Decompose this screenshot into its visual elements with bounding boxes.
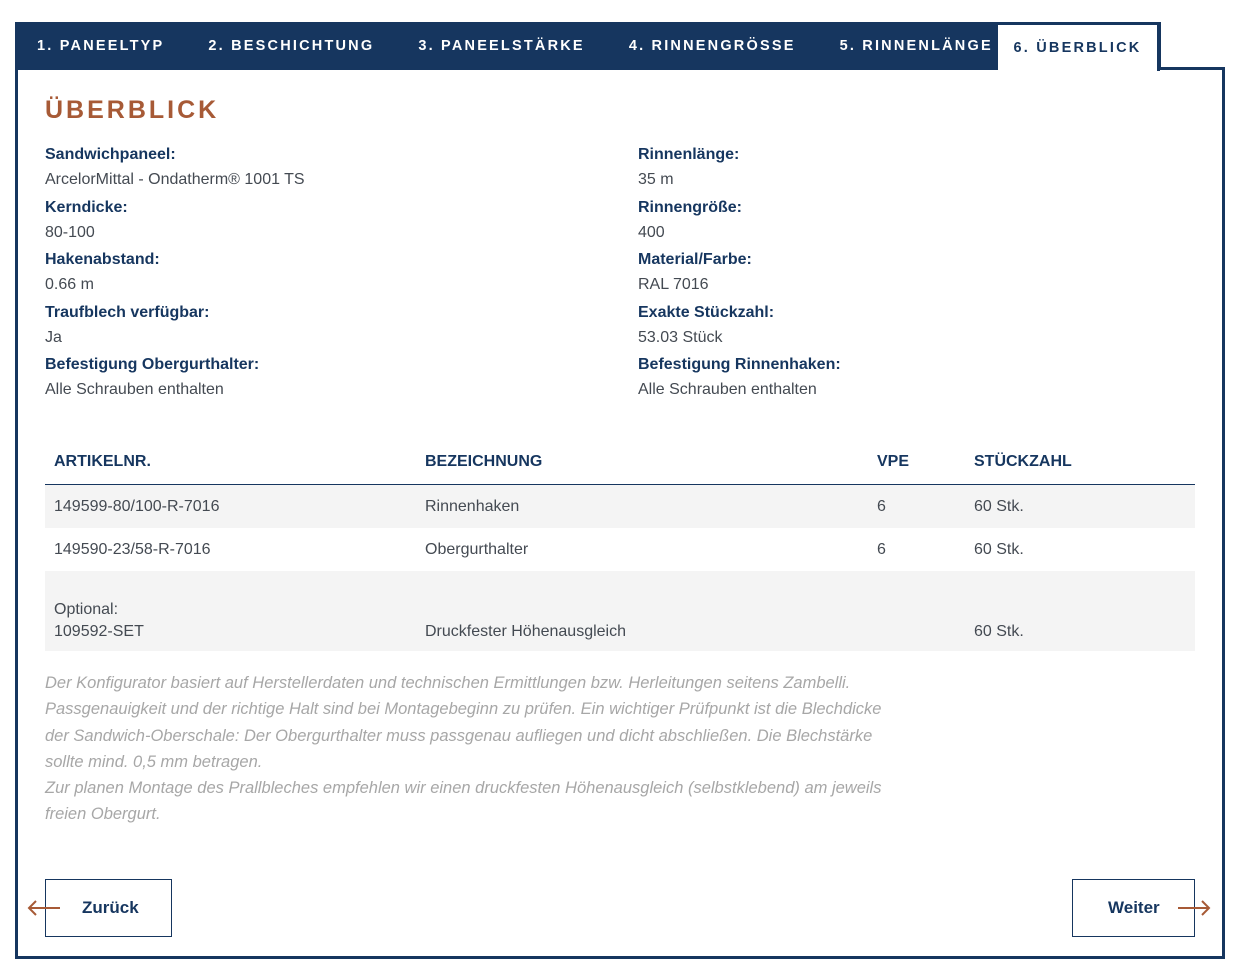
tab-rinnenlaenge[interactable]: 5. RINNENLÄNGE xyxy=(839,38,993,54)
field-label: Sandwichpaneel: xyxy=(45,146,176,163)
field-label: Befestigung Rinnenhaken: xyxy=(638,356,841,373)
table-row xyxy=(45,528,1195,571)
arrow-left-icon xyxy=(26,898,62,918)
frame-border-bottom xyxy=(15,956,1225,959)
cell-vpe: 6 xyxy=(868,485,965,529)
tab-ueberblick[interactable]: 6. ÜBERBLICK xyxy=(998,22,1160,71)
next-button-label: Weiter xyxy=(1108,898,1160,917)
field-label: Exakte Stückzahl: xyxy=(638,303,775,321)
frame-border-top-right xyxy=(1157,67,1225,70)
disclaimer-line: Zur planen Montage des Prallbleches empfehlen wir einen druckfesten Höhenausgleich (selbstklebend) am jeweils xyxy=(45,779,882,798)
header-stueckzahl: STÜCKZAHL xyxy=(965,440,1195,485)
header-bezeichnung: BEZEICHNUNG xyxy=(416,440,868,485)
summary-field xyxy=(638,196,841,249)
cell-artikelnr xyxy=(45,571,416,651)
summary-field xyxy=(45,301,305,354)
tab-rinnengroesse[interactable]: 4. RINNENGRÖSSE xyxy=(628,38,796,54)
parts-table xyxy=(45,440,1195,651)
field-value: Alle Schrauben enthalten xyxy=(638,381,817,398)
page-title: ÜBERBLICK xyxy=(45,96,220,124)
disclaimer-text xyxy=(45,670,925,828)
cell-vpe: 6 xyxy=(877,540,886,558)
field-value: Ja xyxy=(45,328,62,346)
optional-artikelnr: 109592-SET xyxy=(54,623,144,640)
step-tabs xyxy=(15,22,1161,70)
summary-field xyxy=(45,248,305,301)
field-value: 35 m xyxy=(638,171,674,188)
arrow-right-icon xyxy=(1176,898,1212,918)
summary-field xyxy=(638,143,841,196)
disclaimer-line: Der Konfigurator basiert auf Herstellerdaten und technischen Ermittlungen bzw. Herleitungen seitens Zambelli. xyxy=(45,674,851,692)
cell-bezeichnung: Rinnenhaken xyxy=(416,485,868,529)
back-button[interactable] xyxy=(45,879,172,937)
cell-bezeichnung: Druckfester Höhenausgleich xyxy=(416,571,868,651)
header-vpe: VPE xyxy=(868,440,965,485)
disclaimer-line: der Sandwich-Oberschale: Der Obergurthalter muss passgenau aufliegen und dicht abschließen. Die Blechstärke xyxy=(45,726,873,745)
cell-stueckzahl: 60 Stk. xyxy=(965,571,1195,651)
field-label: Befestigung Obergurthalter: xyxy=(45,356,260,373)
field-label: Rinnenlänge: xyxy=(638,146,740,163)
field-value: ArcelorMittal - Ondatherm® 1001 TS xyxy=(45,171,305,188)
tab-beschichtung[interactable]: 2. BESCHICHTUNG xyxy=(208,38,375,54)
back-button-label: Zurück xyxy=(82,898,139,917)
tab-paneeltyp[interactable]: 1. PANEELTYP xyxy=(37,38,165,54)
cell-stueckzahl: 60 Stk. xyxy=(965,485,1195,529)
table-header-row xyxy=(45,440,1195,485)
summary-field xyxy=(638,353,841,406)
field-label: Kerndicke: xyxy=(45,198,128,216)
frame-border-right xyxy=(1222,67,1225,959)
field-label: Traufblech verfügbar: xyxy=(45,303,210,321)
summary-right xyxy=(638,143,841,406)
cell-bezeichnung: Obergurthalter xyxy=(425,540,529,558)
field-value: 0.66 m xyxy=(45,276,94,293)
cell-artikelnr: 149599-80/100-R-7016 xyxy=(45,485,416,529)
summary-field xyxy=(45,196,305,249)
field-value: RAL 7016 xyxy=(638,276,709,293)
summary-left xyxy=(45,143,305,406)
field-value: 53.03 Stück xyxy=(638,328,723,346)
disclaimer-line: sollte mind. 0,5 mm betragen. xyxy=(45,752,263,771)
tab-paneelstaerke[interactable]: 3. PANEELSTÄRKE xyxy=(418,38,585,54)
header-artikelnr: ARTIKELNR. xyxy=(45,440,416,485)
cell-vpe xyxy=(868,571,965,651)
field-value: 80-100 xyxy=(45,223,95,241)
summary-field xyxy=(638,301,841,354)
disclaimer-line: Passgenauigkeit und der richtige Halt sind bei Montagebeginn zu prüfen. Ein wichtiger Prüfpunkt ist die Blechdicke xyxy=(45,700,882,719)
disclaimer-line: freien Obergurt. xyxy=(45,805,161,824)
field-value: 400 xyxy=(638,223,665,241)
cell-stueckzahl: 60 Stk. xyxy=(974,540,1024,558)
optional-label: Optional: xyxy=(54,601,119,618)
summary-field xyxy=(638,248,841,301)
field-value: Alle Schrauben enthalten xyxy=(45,381,224,398)
table-row-optional xyxy=(45,571,1195,651)
frame-border-left xyxy=(15,70,18,959)
table-row xyxy=(45,485,1195,529)
cell-artikelnr: 149590-23/58-R-7016 xyxy=(54,540,211,558)
field-label: Material/Farbe: xyxy=(638,251,752,268)
summary-field xyxy=(45,353,305,406)
field-label: Hakenabstand: xyxy=(45,251,160,268)
summary-field xyxy=(45,143,305,196)
field-label: Rinnengröße: xyxy=(638,198,742,216)
